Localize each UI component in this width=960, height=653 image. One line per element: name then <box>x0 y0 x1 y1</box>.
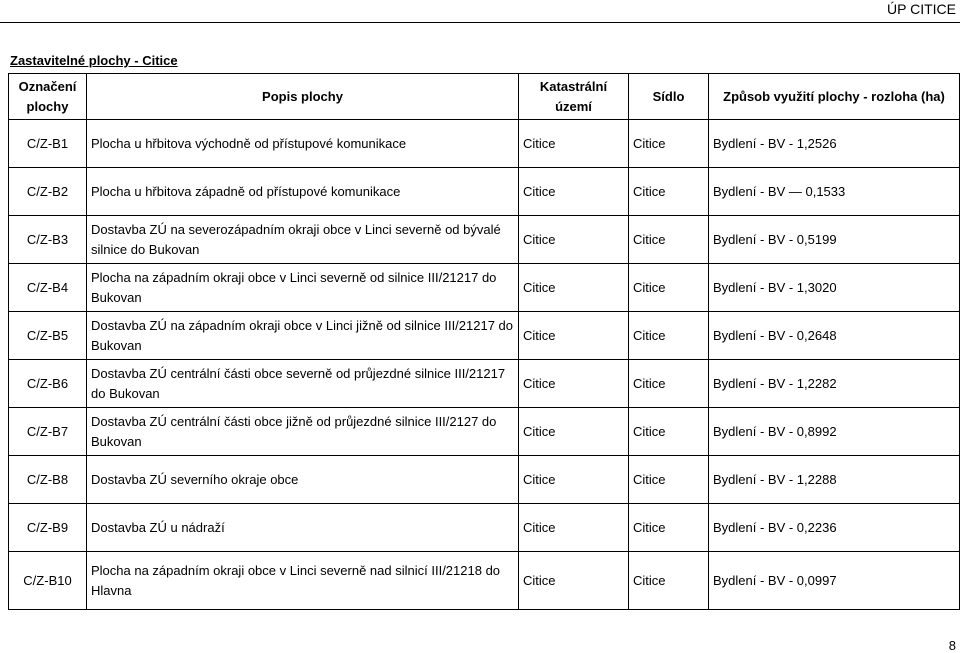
table-row <box>9 264 960 312</box>
row-description: Plocha u hřbitova východně od přístupové komunikace <box>87 120 519 168</box>
row-code: C/Z-B8 <box>9 456 87 504</box>
table-row <box>9 168 960 216</box>
table-row <box>9 504 960 552</box>
row-cadastral-area: Citice <box>519 456 629 504</box>
row-description: Plocha u hřbitova západně od přístupové komunikace <box>87 168 519 216</box>
document-header-title: ÚP CITICE <box>887 1 956 17</box>
section-title: Zastavitelné plochy - Citice <box>10 53 178 68</box>
row-settlement: Citice <box>629 408 709 456</box>
row-code: C/Z-B7 <box>9 408 87 456</box>
row-cadastral-area: Citice <box>519 216 629 264</box>
row-cadastral-area: Citice <box>519 360 629 408</box>
column-header-cadastral-area: Katastrální území <box>519 74 629 120</box>
column-header-settlement: Sídlo <box>629 74 709 120</box>
row-cadastral-area: Citice <box>519 504 629 552</box>
row-code: C/Z-B2 <box>9 168 87 216</box>
row-code: C/Z-B4 <box>9 264 87 312</box>
header-rule <box>0 22 960 23</box>
row-land-use: Bydlení - BV - 1,2526 <box>709 120 960 168</box>
row-settlement: Citice <box>629 216 709 264</box>
column-header-description: Popis plochy <box>87 74 519 120</box>
row-land-use: Bydlení - BV - 1,3020 <box>709 264 960 312</box>
row-settlement: Citice <box>629 360 709 408</box>
table-row <box>9 120 960 168</box>
row-settlement: Citice <box>629 504 709 552</box>
table-row <box>9 552 960 610</box>
row-settlement: Citice <box>629 312 709 360</box>
table-header-row <box>9 74 960 120</box>
row-code: C/Z-B3 <box>9 216 87 264</box>
row-land-use: Bydlení - BV - 1,2282 <box>709 360 960 408</box>
row-description: Dostavba ZÚ u nádraží <box>87 504 519 552</box>
row-description: Dostavba ZÚ na severozápadním okraji obce v Linci severně od bývalé silnice do Bukovan <box>87 216 519 264</box>
row-code: C/Z-B10 <box>9 552 87 610</box>
row-description: Plocha na západním okraji obce v Linci severně nad silnicí III/21218 do Hlavna <box>87 552 519 610</box>
row-description: Dostavba ZÚ severního okraje obce <box>87 456 519 504</box>
row-cadastral-area: Citice <box>519 408 629 456</box>
row-code: C/Z-B5 <box>9 312 87 360</box>
column-header-code: Označení plochy <box>9 74 87 120</box>
row-settlement: Citice <box>629 168 709 216</box>
row-cadastral-area: Citice <box>519 552 629 610</box>
row-settlement: Citice <box>629 120 709 168</box>
row-settlement: Citice <box>629 456 709 504</box>
row-code: C/Z-B1 <box>9 120 87 168</box>
table-row <box>9 216 960 264</box>
row-land-use: Bydlení - BV - 0,2236 <box>709 504 960 552</box>
row-description: Dostavba ZÚ centrální části obce severně od průjezdné silnice III/21217 do Bukovan <box>87 360 519 408</box>
table-row <box>9 360 960 408</box>
areas-table <box>8 73 960 610</box>
row-land-use: Bydlení - BV — 0,1533 <box>709 168 960 216</box>
row-settlement: Citice <box>629 552 709 610</box>
row-code: C/Z-B9 <box>9 504 87 552</box>
row-cadastral-area: Citice <box>519 168 629 216</box>
row-description: Dostavba ZÚ centrální části obce jižně od průjezdné silnice III/2127 do Bukovan <box>87 408 519 456</box>
row-description: Dostavba ZÚ na západním okraji obce v Linci jižně od silnice III/21217 do Bukovan <box>87 312 519 360</box>
row-cadastral-area: Citice <box>519 120 629 168</box>
table-row <box>9 456 960 504</box>
row-cadastral-area: Citice <box>519 312 629 360</box>
table-row <box>9 312 960 360</box>
row-land-use: Bydlení - BV - 0,8992 <box>709 408 960 456</box>
row-settlement: Citice <box>629 264 709 312</box>
row-description: Plocha na západním okraji obce v Linci severně od silnice III/21217 do Bukovan <box>87 264 519 312</box>
row-cadastral-area: Citice <box>519 264 629 312</box>
column-header-land-use: Způsob využití plochy - rozloha (ha) <box>709 74 960 120</box>
row-land-use: Bydlení - BV - 0,2648 <box>709 312 960 360</box>
page-number: 8 <box>948 638 956 653</box>
table-row <box>9 408 960 456</box>
row-land-use: Bydlení - BV - 0,5199 <box>709 216 960 264</box>
row-code: C/Z-B6 <box>9 360 87 408</box>
row-land-use: Bydlení - BV - 0,0997 <box>709 552 960 610</box>
row-land-use: Bydlení - BV - 1,2288 <box>709 456 960 504</box>
